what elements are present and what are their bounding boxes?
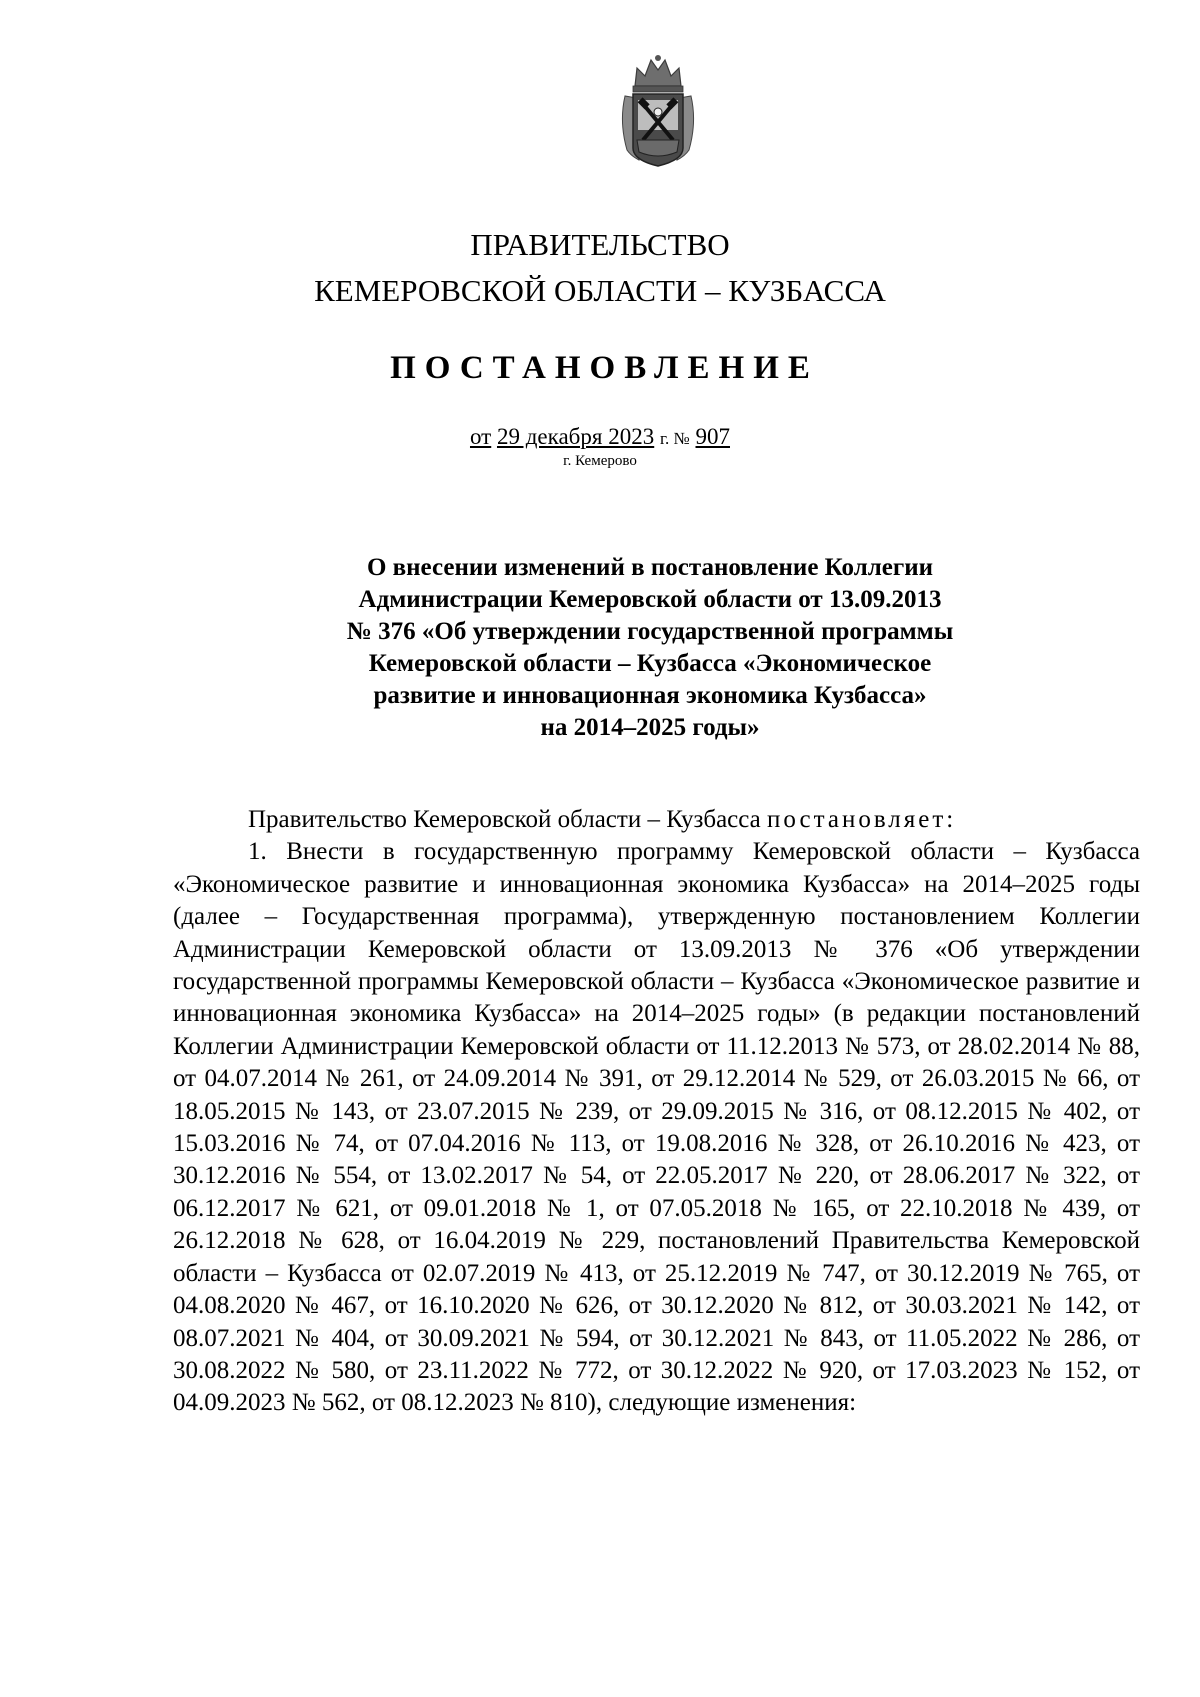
coat-of-arms-icon [617, 52, 699, 170]
document-subject [300, 552, 1000, 744]
preamble-text: Правительство Кемеровской области – Кузбасса [248, 806, 761, 833]
government-title-line1: ПРАВИТЕЛЬСТВО [470, 227, 730, 262]
subject-line: Администрации Кемеровской области от 13.09.2013 [358, 586, 942, 613]
subject-line: Кемеровской области – Кузбасса «Экономическое [368, 650, 932, 677]
document-date-number [0, 423, 1200, 453]
document-date: 29 декабря 2023 [496, 424, 655, 449]
subject-line: развитие и инновационная экономика Кузбасса» [373, 682, 927, 709]
government-title [0, 222, 1200, 314]
item-1-paragraph [173, 836, 1140, 1419]
date-suffix: г. № [659, 429, 690, 448]
preamble-paragraph [173, 804, 1140, 836]
document-city: г. Кемерово [563, 453, 637, 469]
item-1-text: Внести в государственную программу Кемеровской области – Кузбасса «Экономическое развитие и инновационная экономика Кузбасса» на 2014–2025 годы (далее – Государственная программа), утвержденную постановлением Коллегии Администрации Кемеровской области от 13.09.2013 № 376 «Об утверждении государственной программы Кемеровской области – Кузбасса «Экономическое развитие и инновационная экономика Кузбасса» на 2014–2025 годы» (в редакции постановлений Коллегии Администрации Кемеровской области от 11.12.2013 № 573, от 28.02.2014 № 88, от 04.07.2014 № 261, от 24.09.2014 № 391, от 29.12.2014 № 529, от 26.03.2015 № 66, от 18.05.2015 № 143, от 23.07.2015 № 239, от 29.09.2015 № 316, от 08.12.2015 № 402, от 15.03.2016 № 74, от 07.04.2016 № 113, от 19.08.2016 № 328, от 26.10.2016 № 423, от 30.12.2016 № 554, от 13.02.2017 № 54, от 22.05.2017 № 220, от 28.06.2017 № 322, от 06.12.2017 № 621, от 09.01.2018 № 1, от 07.05.2018 № 165, от 22.10.2018 № 439, от 26.12.2018 № 628, от 16.04.2019 № 229, постановлений Правительства Кемеровской области – Кузбасса от 02.07.2019 № 413, от 25.12.2019 № 747, от 30.12.2019 № 765, от 04.08.2020 № 467, от 16.10.2020 № 626, от 30.12.2020 № 812, от 30.03.2021 № 142, от 08.07.2021 № 404, от 30.09.2021 № 594, от 30.12.2021 № 843, от 11.05.2022 № 286, от 30.08.2022 № 580, от 23.11.2022 № 772, от 30.12.2022 № 920, от 17.03.2023 № 152, от 04.09.2023 № 562, от 08.12.2023 № 810), следующие изменения: [173, 838, 1141, 1417]
date-prefix: от [469, 424, 492, 449]
subject-line: О внесении изменений в постановление Коллегии [366, 554, 934, 581]
document-body [173, 804, 1140, 1420]
document-number: 907 [695, 424, 730, 449]
preamble-verb: постановляет: [767, 806, 957, 833]
subject-line: № 376 «Об утверждении государственной программы [346, 618, 954, 645]
subject-line: на 2014–2025 годы» [540, 714, 760, 741]
document-type-heading: ПОСТАНОВЛЕНИЕ [390, 350, 819, 386]
government-title-line2: КЕМЕРОВСКОЙ ОБЛАСТИ – КУЗБАССА [314, 273, 886, 308]
item-1-number: 1. [248, 838, 267, 866]
